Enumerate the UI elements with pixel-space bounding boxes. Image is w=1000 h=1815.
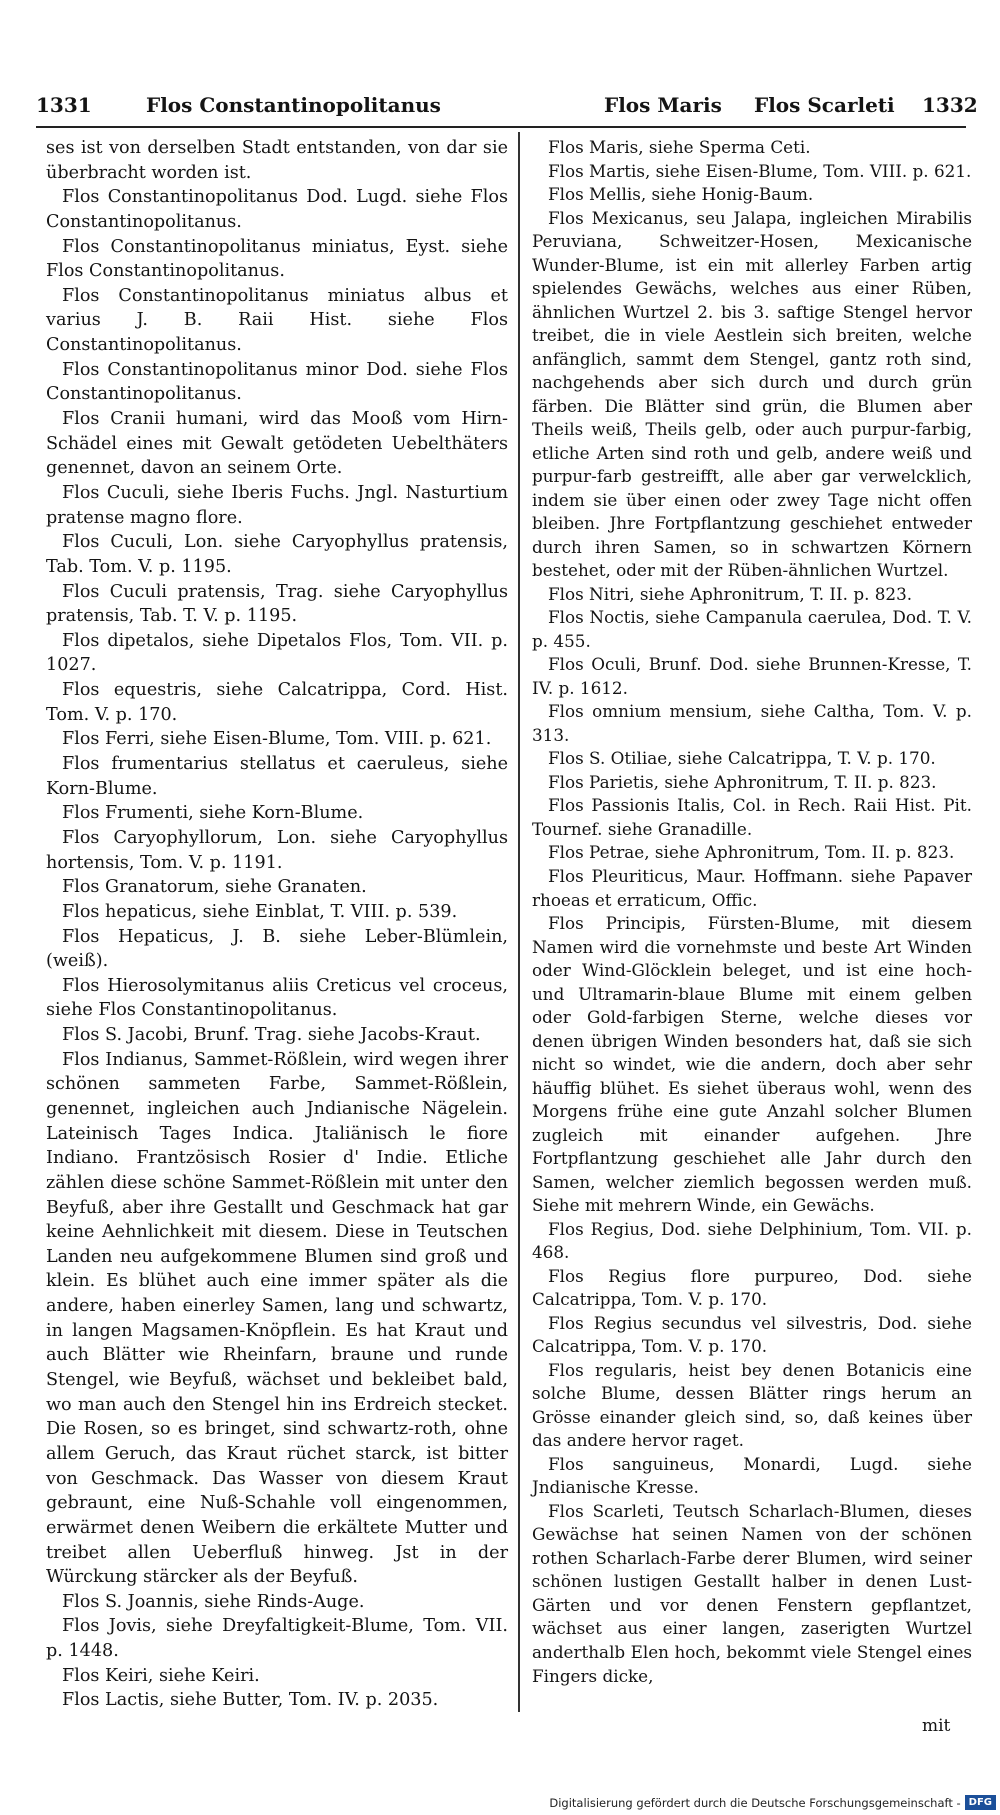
dictionary-entry: Flos Parietis, siehe Aphronitrum, T. II. p. 823.	[548, 771, 937, 792]
dictionary-entry: Flos S. Joannis, siehe Rinds-Auge.	[62, 1591, 365, 1612]
dictionary-entry: Flos equestris, siehe Calcatrippa, Cord. Hist. Tom. V. p. 170.	[46, 680, 508, 725]
dictionary-entry: Flos Granatorum, siehe Granaten.	[62, 877, 367, 898]
dictionary-entry: Flos Cuculi, siehe Iberis Fuchs. Jngl. Nasturtium pratense magno flore.	[46, 482, 508, 528]
dictionary-entry: Flos Principis, Fürsten-Blume, mit diesem Namen wird die vornehmste und beste Art Winden oder Wind-Glöcklein beleget, und ist eine hoch- und Ultramarin-blaue Blume mit einem gelben oder Gold-farbigen Sterne, welche dieses vor denen übrigen Winden besonders hat, daß sie sich nicht so windet, wie die andern, doch aber sehr häuffig blühet. Es siehet überaus wohl, wenn des Morgens frühe eine gute Anzahl solcher Blumen zugleich mit einander aufgehen. Jhre Fortpflantzung geschiehet alle Jahr durch den Samen, welcher ziemlich begossen werden muß. Siehe mit mehrern Winde, ein Gewächs.	[532, 913, 972, 1216]
dictionary-entry: Flos S. Jacobi, Brunf. Trag. siehe Jacobs-Kraut.	[62, 1025, 481, 1046]
dictionary-entry: Flos Mexicanus, seu Jalapa, ingleichen Mirabilis Peruviana, Schweitzer-Hosen, Mexicanische Wunder-Blume, ist ein mit allerley Farben artig spielendes Gewächs, welches aus einer Rüben, ähnlichen Wurtzel 2. bis 3. saftige Stengel hervor treibet, die in viele Aestlein sich breiten, welche anfänglich, sammt dem Stengel, gantz roth sind, nachgehends aber sich durch und durch grün färben. Die Blätter sind grün, die Blumen aber Theils weiß, Theils gelb, oder auch purpur-farbig, etliche Arten sind roth und gelb, andere weiß und purpur-farb gestreifft, alle aber gar verwelcklich, indem sie über einen oder zwey Tage nicht offen bleiben. Jhre Fortpflantzung geschiehet entweder durch ihren Samen, so in schwartzen Körnern bestehet, oder mit der Rüben-ähnlichen Wurtzel.	[532, 207, 972, 581]
dictionary-entry: Flos Caryophyllorum, Lon. siehe Caryophyllus hortensis, Tom. V. p. 1191.	[46, 827, 508, 873]
dictionary-entry: Flos Oculi, Brunf. Dod. siehe Brunnen-Kresse, T. IV. p. 1612.	[532, 654, 972, 698]
dictionary-entry: Flos Cranii humani, wird das Mooß vom Hirn-Schädel eines mit Gewalt getödeten Uebelthäters genennet, davon an seinem Orte.	[46, 409, 508, 479]
dictionary-entry: Flos Hierosolymitanus aliis Creticus vel croceus, siehe Flos Constantinopolitanus.	[46, 975, 508, 1021]
dictionary-entry: Flos Noctis, siehe Campanula caerulea, Dod. T. V. p. 455.	[532, 607, 972, 651]
running-header	[36, 93, 978, 123]
dictionary-entry: Flos regularis, heist bey denen Botanicis eine solche Blume, dessen Blätter rings herum an Grösse einander gleich sind, so, daß keines über das andere hervor raget.	[532, 1359, 972, 1451]
catchword: mit	[922, 1716, 951, 1736]
dictionary-entry: Flos Ferri, siehe Eisen-Blume, Tom. VIII. p. 621.	[62, 729, 492, 750]
dictionary-entry: ses ist von derselben Stadt entstanden, von dar sie überbracht worden ist.	[46, 138, 508, 183]
dictionary-entry: Flos Martis, siehe Eisen-Blume, Tom. VIII. p. 621.	[548, 160, 972, 181]
dictionary-entry: Flos Constantinopolitanus minor Dod. siehe Flos Constantinopolitanus.	[46, 359, 508, 405]
page-number-left: 1331	[36, 93, 92, 117]
running-head-left: Flos Constantinopolitanus	[146, 93, 441, 117]
digitization-footer	[549, 1790, 1000, 1815]
dfg-logo: DFG	[965, 1795, 996, 1810]
header-rule	[36, 126, 966, 128]
dictionary-entry: Flos Petrae, siehe Aphronitrum, Tom. II. p. 823.	[548, 842, 955, 863]
dictionary-entry: Flos Constantinopolitanus Dod. Lugd. siehe Flos Constantinopolitanus.	[46, 187, 508, 232]
dictionary-entry: Flos Scarleti, Teutsch Scharlach-Blumen, dieses Gewächse hat seinen Namen von der schönen rothen Scharlach-Farbe derer Blumen, wird seiner schönen lustigen Gestallt halber in denen Lust-Gärten und vor denen Fenstern gepflantzet, wächset aus einer langen, zaserigten Wurtzel anderthalb Elen hoch, bekommt viele Stengel eines Fingers dicke,	[532, 1500, 972, 1686]
dictionary-entry: Flos Regius secundus vel silvestris, Dod. siehe Calcatrippa, Tom. V. p. 170.	[532, 1312, 972, 1357]
dictionary-entry: Flos Passionis Italis, Col. in Rech. Raii Hist. Pit. Tournef. siehe Granadille.	[532, 795, 972, 839]
left-column	[46, 136, 508, 1713]
dictionary-entry: Flos Maris, siehe Sperma Ceti.	[548, 137, 811, 157]
dictionary-entry: Flos Constantinopolitanus miniatus albus et varius J. B. Raii Hist. siehe Flos Constantinopolitanus.	[46, 285, 508, 356]
dictionary-entry: Flos Constantinopolitanus miniatus, Eyst. siehe Flos Constantinopolitanus.	[46, 236, 508, 282]
dictionary-entry: Flos Lactis, siehe Butter, Tom. IV. p. 2035.	[62, 1690, 439, 1711]
dictionary-entry: Flos sanguineus, Monardi, Lugd. siehe Jndianische Kresse.	[532, 1453, 972, 1498]
dictionary-entry: Flos Hepaticus, J. B. siehe Leber-Blümlein, (weiß).	[46, 926, 508, 972]
dictionary-entry: Flos Cuculi, Lon. siehe Caryophyllus pratensis, Tab. Tom. V. p. 1195.	[46, 532, 508, 577]
dictionary-entry: Flos Nitri, siehe Aphronitrum, T. II. p. 823.	[548, 583, 913, 604]
dictionary-entry: Flos Pleuriticus, Maur. Hoffmann. siehe Papaver rhoeas et erraticum, Offic.	[532, 865, 972, 910]
page-number-right: 1332	[922, 93, 978, 117]
footer-text: Digitalisierung gefördert durch die Deutsche Forschungsgemeinschaft -	[549, 1795, 961, 1810]
dictionary-entry: Flos Indianus, Sammet-Rößlein, wird wegen ihrer schönen sammeten Farbe, Sammet-Rößlein, genennet, ingleichen auch Jndianische Nägelein. Lateinisch Tages Indica. Jtaliänisch le fiore Indiano. Frantzösisch Rosier d' Indie. Etliche zählen diese schöne Sammet-Rößlein mit unter den Beyfuß, aber ihre Gestallt und Geschmack hat gar keine Aehnlichkeit mit diesem. Diese in Teutschen Landen neu aufgekommene Blumen sind groß und klein. Es blühet auch eine immer später als die andere, haben einerley Samen, lang und schwartz, in langen Magsamen-Knöpflein. Es hat Kraut und auch Blätter wie Rheinfarn, braune und runde Stengel, wie Beyfuß, wächset und bekleibet bald, wo man auch den Stengel hin ins Erdreich stecket. Die Rosen, so es bringet, sind schwartz-roth, ohne allem Geruch, das Kraut rüchet starck, ist bitter von Geschmack. Das Wasser von diesem Kraut gebraunt, eine Nuß-Schahle voll eingenommen, erwärmet denen Weibern die erkältete Mutter und treibet allen Ueberfluß hinweg. Jst in der Würckung stärcker als der Beyfuß.	[46, 1049, 508, 1588]
dictionary-entry: Flos Mellis, siehe Honig-Baum.	[548, 184, 814, 205]
dictionary-entry: Flos dipetalos, siehe Dipetalos Flos, Tom. VII. p. 1027.	[46, 630, 508, 676]
dictionary-entry: Flos Regius, Dod. siehe Delphinium, Tom. VII. p. 468.	[532, 1218, 972, 1263]
right-column	[532, 136, 972, 1688]
running-head-right: Flos Scarleti	[754, 93, 895, 117]
running-head-middle: Flos Maris	[604, 93, 722, 117]
dictionary-entry: Flos omnium mensium, siehe Caltha, Tom. V. p. 313.	[532, 701, 972, 745]
dictionary-entry: Flos Regius flore purpureo, Dod. siehe Calcatrippa, Tom. V. p. 170.	[532, 1265, 972, 1310]
dictionary-entry: Flos hepaticus, siehe Einblat, T. VIII. p. 539.	[62, 901, 458, 922]
dictionary-entry: Flos Keiri, siehe Keiri.	[62, 1665, 260, 1686]
column-divider	[518, 132, 520, 1712]
dictionary-entry: Flos frumentarius stellatus et caeruleus, siehe Korn-Blume.	[46, 754, 508, 799]
dictionary-entry: Flos S. Otiliae, siehe Calcatrippa, T. V. p. 170.	[548, 748, 936, 769]
dictionary-entry: Flos Jovis, siehe Dreyfaltigkeit-Blume, Tom. VII. p. 1448.	[46, 1616, 508, 1662]
dictionary-entry: Flos Cuculi pratensis, Trag. siehe Caryophyllus pratensis, Tab. T. V. p. 1195.	[46, 581, 508, 627]
dictionary-entry: Flos Frumenti, siehe Korn-Blume.	[62, 803, 364, 824]
